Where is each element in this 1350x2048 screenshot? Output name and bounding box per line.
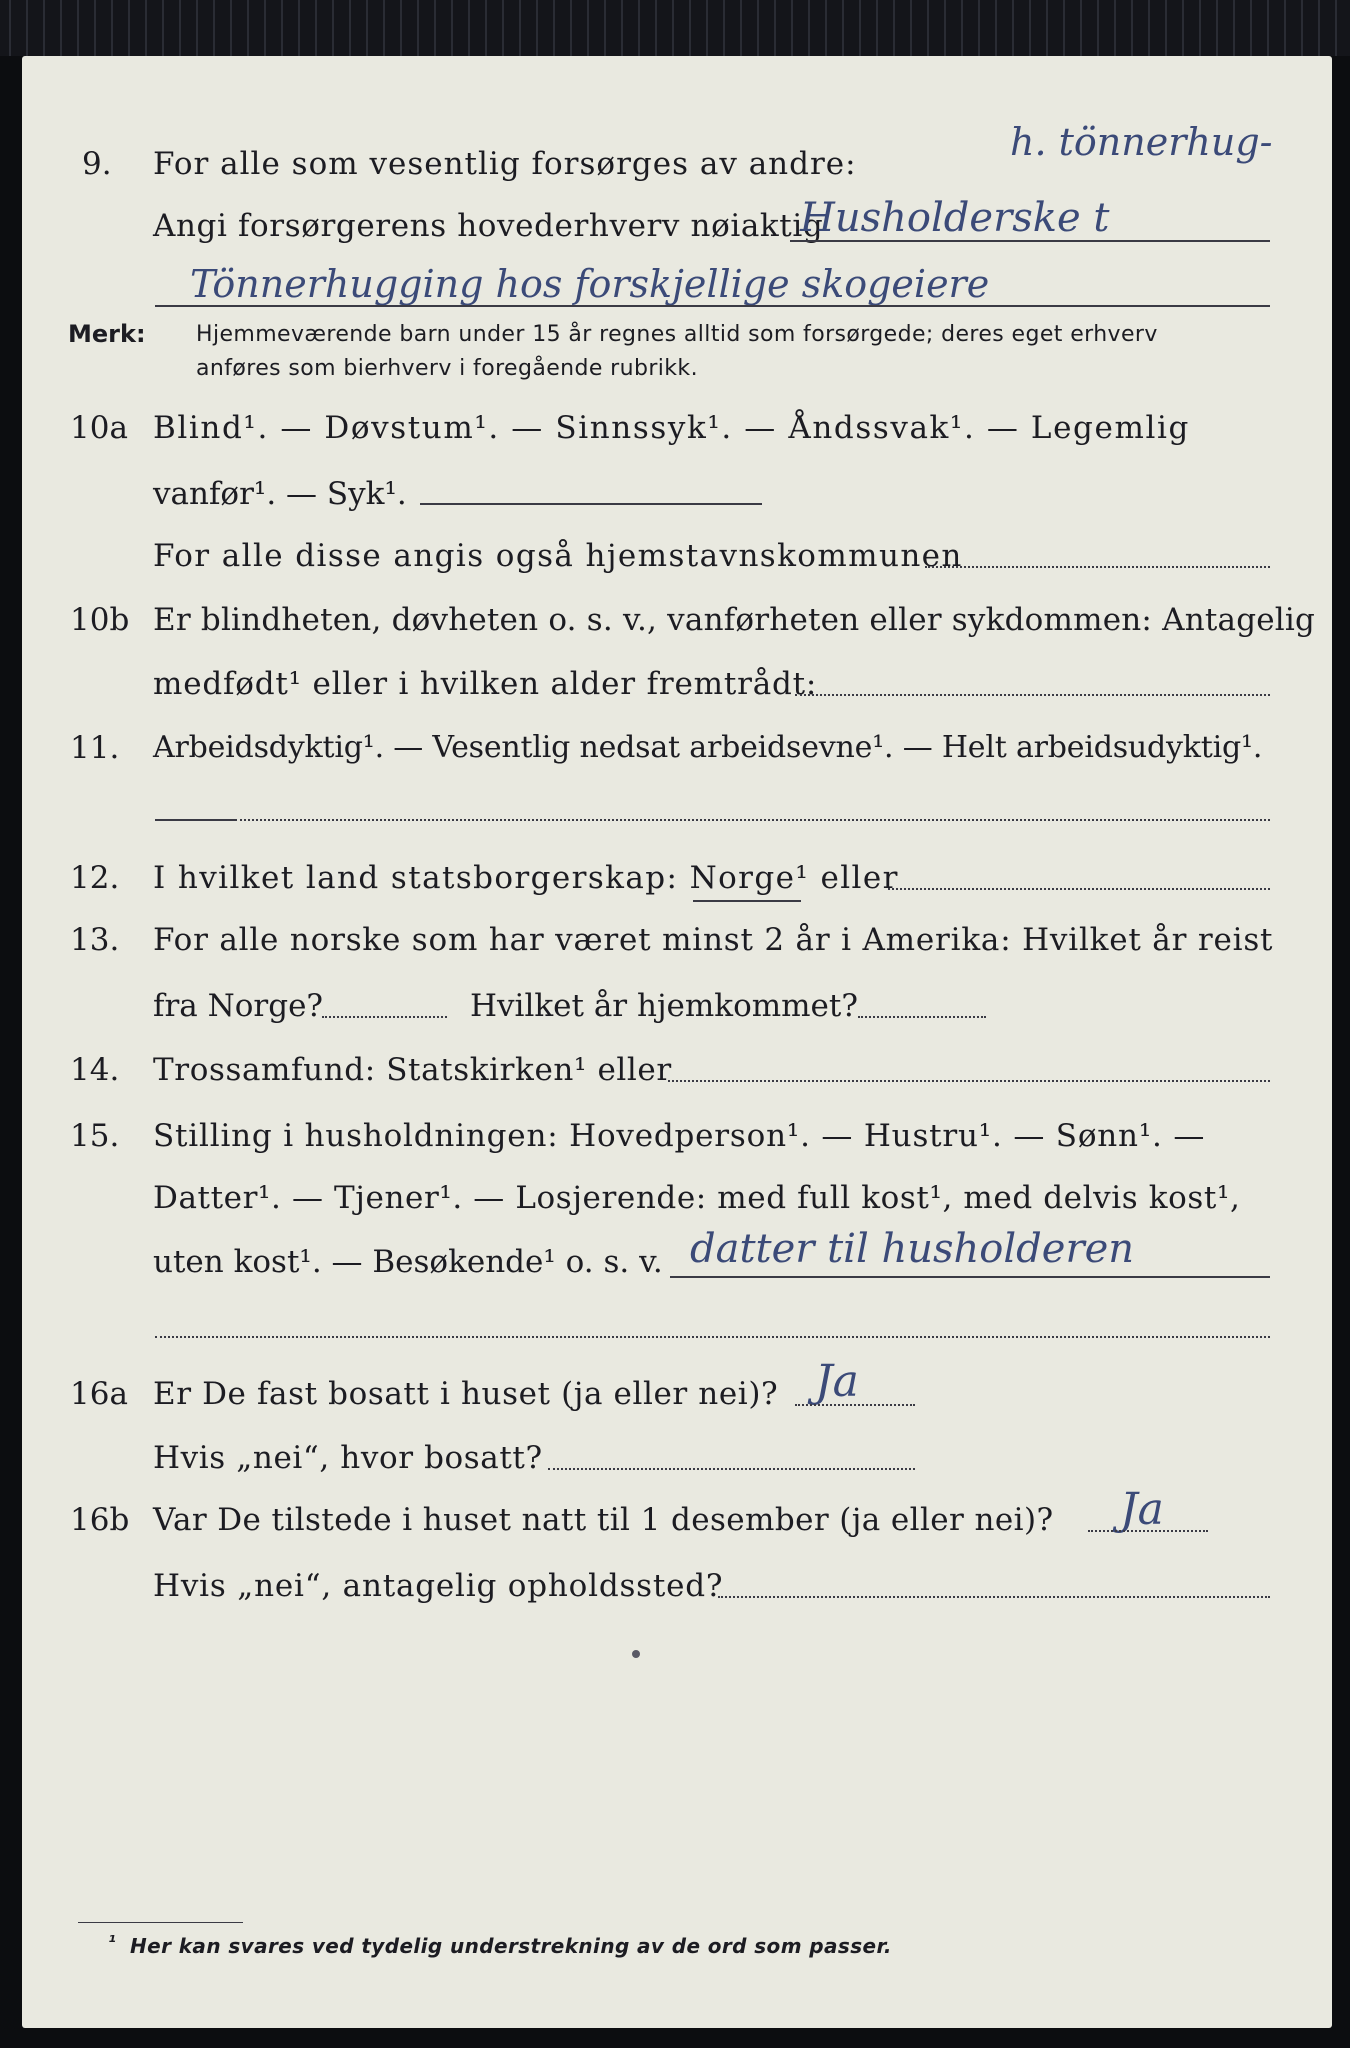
q16b-answer-line-1 <box>1088 1530 1208 1532</box>
q16b-text-2: Hvis „nei“, antagelig opholdssted? <box>153 1568 724 1604</box>
census-form-page <box>22 56 1332 2028</box>
q10b-number: 10b <box>70 602 130 638</box>
q16a-number: 16a <box>70 1376 128 1412</box>
q10b-text-2: medfødt¹ eller i hvilken alder fremtrådt: <box>153 666 818 702</box>
q14-answer-line <box>668 1080 1270 1082</box>
q9-handwritten-2: Husholderske t <box>800 195 1110 241</box>
q10a-number: 10a <box>70 410 128 446</box>
q15-handwritten: datter til husholderen <box>690 1226 1135 1272</box>
q10a-text-3: For alle disse angis også hjemstavnskommunen <box>153 538 963 574</box>
q10b-text-1: Er blindheten, døvheten o. s. v., vanførheten eller sykdommen: Antagelig <box>153 602 1316 638</box>
q9-handwritten-3: Tönnerhugging hos forskjellige skogeiere <box>190 262 990 306</box>
q10a-text-2: vanfør¹. — Syk¹. <box>153 476 407 512</box>
q15-answer-line-1 <box>670 1276 1270 1278</box>
q13-text-2a: fra Norge? <box>153 988 324 1024</box>
merk-text-2: anføres som bierhverv i foregående rubrikk. <box>196 356 698 381</box>
q9-number: 9. <box>82 146 112 182</box>
q10a-answer-line-1 <box>420 503 762 505</box>
merk-label: Merk: <box>68 320 146 348</box>
q14-text-1: Trossamfund: Statskirken¹ eller <box>153 1052 672 1088</box>
q15-text-1: Stilling i husholdningen: Hovedperson¹. — Hustru¹. — Sønn¹. — <box>153 1118 1206 1154</box>
q13-text-2b: Hvilket år hjemkommet? <box>470 988 858 1024</box>
q16a-answer-line-1 <box>795 1404 915 1406</box>
q16b-answer-line-2 <box>718 1596 1270 1598</box>
q11-answer-line-solid <box>155 819 235 821</box>
q15-number: 15. <box>70 1118 120 1154</box>
q16b-number: 16b <box>70 1502 130 1538</box>
merk-text-1: Hjemmeværende barn under 15 år regnes alltid som forsørgede; deres eget erhverv <box>196 322 1158 347</box>
q16a-handwritten: Ja <box>815 1356 859 1407</box>
q14-number: 14. <box>70 1052 120 1088</box>
q15-answer-line-2 <box>155 1336 1270 1338</box>
ink-dot <box>632 1650 640 1658</box>
q16a-answer-line-2 <box>548 1468 915 1470</box>
q12-answer-line <box>888 888 1270 890</box>
q10a-text-1: Blind¹. — Døvstum¹. — Sinnssyk¹. — Åndssvak¹. — Legemlig <box>153 410 1190 446</box>
q16b-text-1: Var De tilstede i huset natt til 1 desember (ja eller nei)? <box>153 1502 1054 1538</box>
q10a-answer-line-2 <box>925 566 1270 568</box>
q13-reist-answer-line <box>322 1016 447 1018</box>
q12-text-1: I hvilket land statsborgerskap: Norge¹ eller <box>153 860 899 896</box>
q9-text-2: Angi forsørgerens hovederhverv nøiaktig <box>153 208 824 244</box>
footnote-mark: ¹ <box>108 1932 116 1953</box>
q13-number: 13. <box>70 922 120 958</box>
q16a-text-1: Er De fast bosatt i huset (ja eller nei)? <box>153 1376 779 1412</box>
q16b-handwritten: Ja <box>1120 1484 1164 1535</box>
footnote-rule <box>78 1922 243 1923</box>
q16a-text-2: Hvis „nei“, hvor bosatt? <box>153 1440 543 1476</box>
q9-text-1: For alle som vesentlig forsørges av andre: <box>153 146 857 182</box>
q12-norge-underline <box>693 900 801 902</box>
q13-text-1: For alle norske som har været minst 2 år i Amerika: Hvilket år reist <box>153 922 1274 958</box>
q9-answer-line-2 <box>155 305 1270 307</box>
q13-hjemkommet-answer-line <box>858 1016 986 1018</box>
scanner-edge <box>0 0 1350 56</box>
q9-handwritten-1: h. tönnerhug- <box>1010 120 1273 164</box>
footnote-text: Her kan svares ved tydelig understrekning av de ord som passer. <box>130 1934 892 1958</box>
q15-text-2: Datter¹. — Tjener¹. — Losjerende: med full kost¹, med delvis kost¹, <box>153 1180 1241 1216</box>
q11-text-1: Arbeidsdyktig¹. — Vesentlig nedsat arbeidsevne¹. — Helt arbeidsudyktig¹. <box>153 730 1263 765</box>
q15-text-3: uten kost¹. — Besøkende¹ o. s. v. <box>153 1244 663 1280</box>
q10b-answer-line <box>795 694 1270 696</box>
q12-number: 12. <box>70 860 120 896</box>
q11-number: 11. <box>70 730 120 766</box>
q11-answer-line <box>235 819 1270 821</box>
